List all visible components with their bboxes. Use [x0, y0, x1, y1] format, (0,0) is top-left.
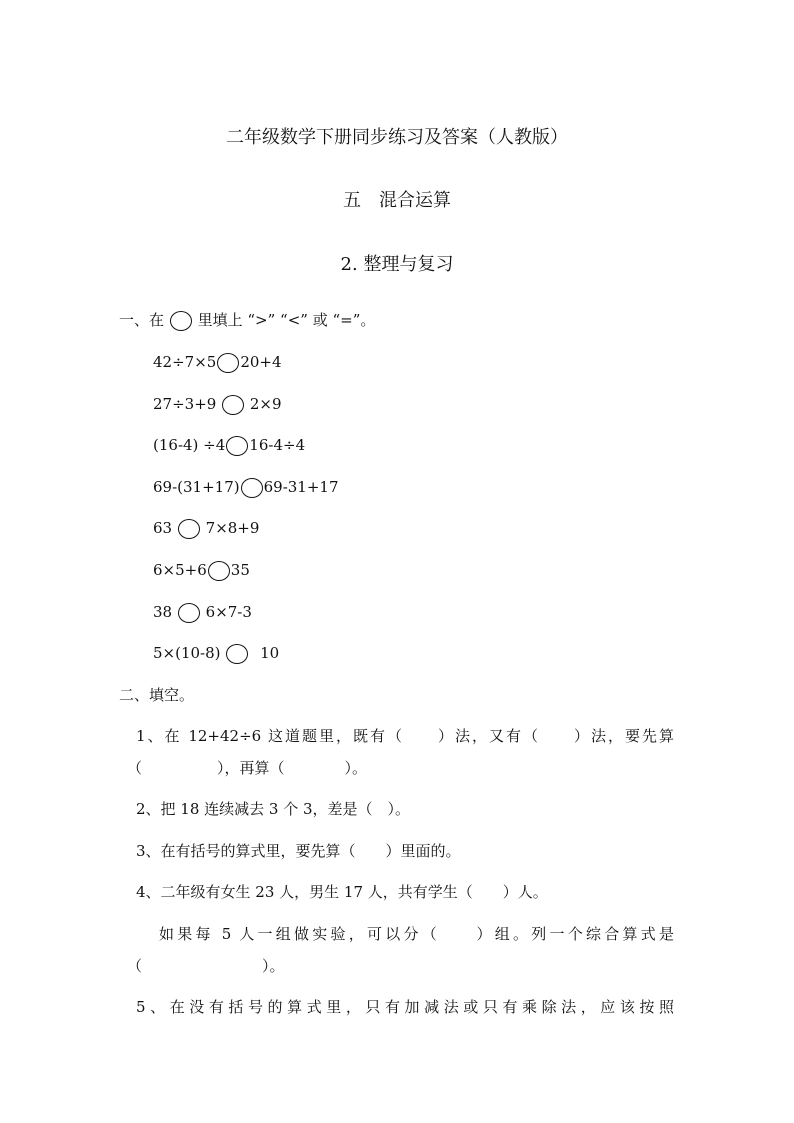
compare-circle[interactable]	[226, 644, 248, 664]
compare-circle-icon	[170, 311, 192, 331]
lesson-heading: 2. 整理与复习	[340, 254, 454, 275]
compare-circle[interactable]	[208, 561, 230, 581]
unit-heading: 五 混合运算	[343, 190, 451, 211]
question-2: 2、把 18 连续减去 3 个 3，差是（ ）。	[136, 800, 411, 818]
compare-right: 7×8+9	[205, 519, 260, 537]
compare-item	[153, 394, 282, 415]
compare-left: 63	[153, 519, 173, 537]
compare-right: 69-31+17	[263, 478, 339, 496]
question-3: 3、在有括号的算式里，要先算（ ）里面的。	[136, 842, 461, 860]
compare-left: 27÷3+9	[153, 395, 217, 413]
compare-circle[interactable]	[226, 436, 248, 456]
compare-left: 5×(10-8)	[153, 644, 221, 662]
question-4-answer: （ ）。	[127, 957, 285, 975]
compare-item	[153, 518, 259, 539]
compare-right: 20+4	[240, 353, 282, 371]
compare-right: 35	[230, 561, 250, 579]
section1-title-suffix: 里填上 “>” “<” 或 “=”。	[197, 311, 376, 329]
compare-right: 2×9	[249, 395, 282, 413]
section2-title: 二、填空。	[119, 686, 195, 704]
compare-item	[153, 602, 252, 623]
compare-left: 6×5+6	[153, 561, 207, 579]
question-4: 4、二年级有女生 23 人，男生 17 人，共有学生（ ）人。	[136, 883, 548, 901]
question-5: 5、在没有括号的算式里，只有加减法或只有乘除法，应该按照	[136, 998, 674, 1016]
compare-left: 69-(31+17)	[153, 478, 240, 496]
compare-circle[interactable]	[178, 603, 200, 623]
compare-circle[interactable]	[178, 519, 200, 539]
section1-title	[119, 310, 375, 331]
compare-left: 38	[153, 603, 173, 621]
compare-item	[153, 643, 279, 664]
compare-left: 42÷7×5	[153, 353, 217, 371]
section1-title-prefix: 一、在	[119, 311, 165, 329]
question-4-followup: 如果每 5 人一组做实验，可以分（ ）组。列一个综合算式是	[159, 925, 674, 943]
compare-item	[153, 560, 250, 581]
compare-item	[153, 435, 305, 456]
compare-circle[interactable]	[241, 478, 263, 498]
compare-circle[interactable]	[222, 395, 244, 415]
question-1: 1、在 12+42÷6 这道题里，既有（ ）法，又有（ ）法，要先算	[136, 727, 674, 745]
compare-left: (16-4) ÷4	[153, 436, 226, 454]
compare-circle[interactable]	[217, 353, 239, 373]
compare-right: 16-4÷4	[249, 436, 306, 454]
compare-item	[153, 477, 339, 498]
compare-right: 10	[260, 644, 280, 662]
page-title: 二年级数学下册同步练习及答案（人教版）	[226, 127, 568, 148]
compare-right: 6×7-3	[205, 603, 252, 621]
compare-item	[153, 352, 282, 373]
question-1-cont: （ ），再算（ ）。	[127, 759, 368, 777]
